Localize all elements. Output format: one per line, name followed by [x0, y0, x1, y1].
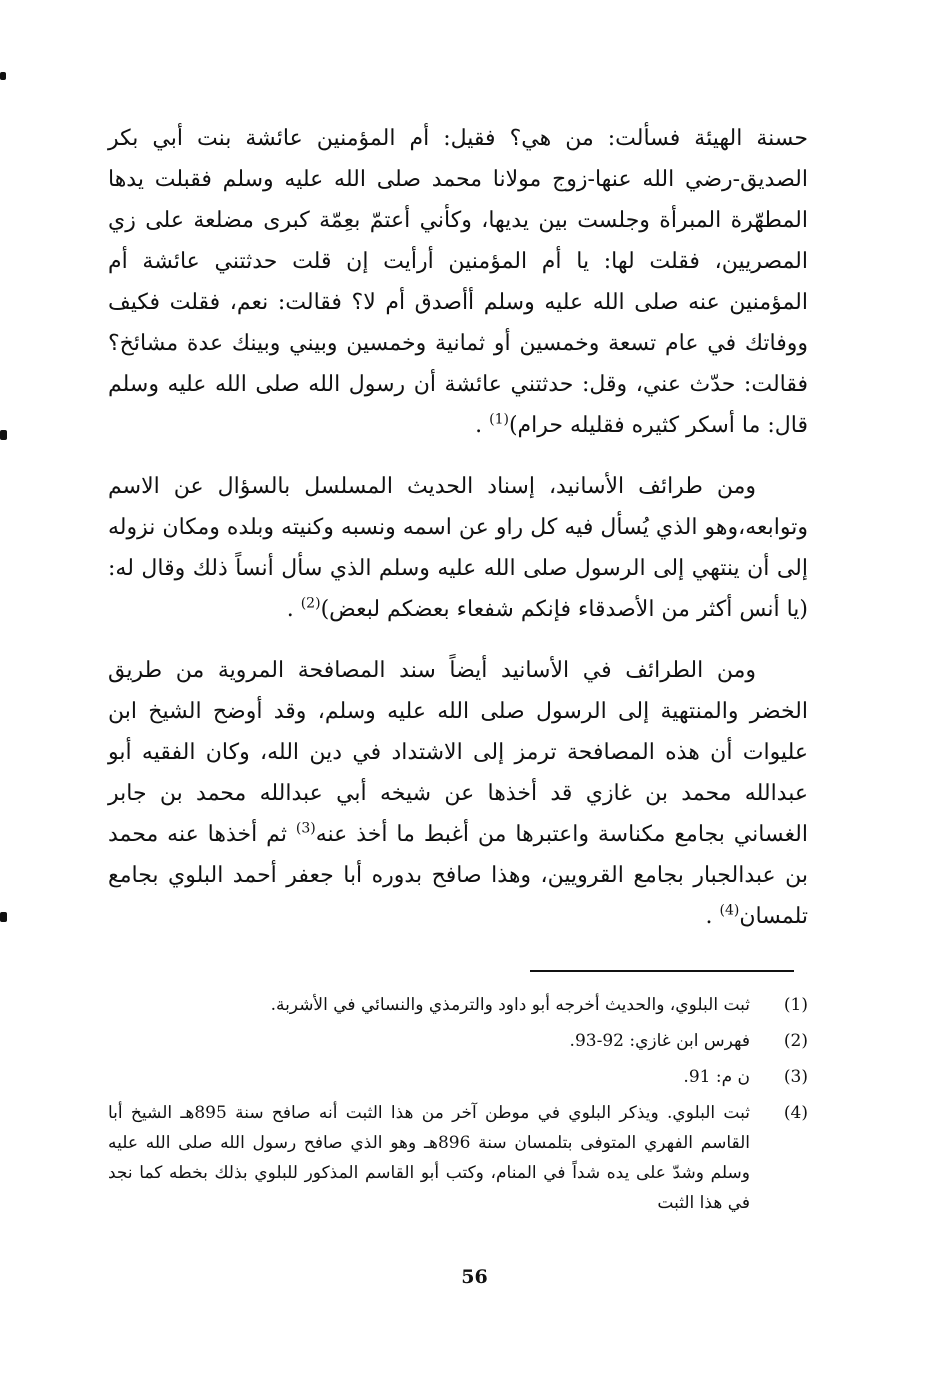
paragraph-1-text: حسنة الهيئة فسألت: من هي؟ فقيل: أم المؤمنين عائشة بنت أبي بكر الصديق-رضي الله عنها-زوج مولانا محمد صلى الله عليه وسلم فقبلت يدها المطهّرة المبرأة وجلست بين يديها، وكأني أعتمّ بعِمّة كبرى مضلعة على زي المصريين، فقلت لها: يا أم المؤمنين أرأيت إن قلت حدثتني عائشة أم المؤمنين عنه صلى الله عليه وسلم أأصدق أم لا؟ فقالت: نعم، فقلت فكيف ووفاتك في عام تسعة وخمسين أو ثمانية وخمسين وبيني وبينك عدة مشائخ؟ فقالت: حدّث عني، وقل: حدثتني عائشة أن رسول الله صلى الله عليه وسلم قال: ما أسكر كثيره فقليله حرام) — [108, 126, 808, 438]
footnote-text: ن م: 91. — [683, 1067, 750, 1087]
paragraph-3-end: . — [705, 904, 720, 929]
page-number: 56 — [461, 1266, 488, 1288]
paragraph-2 — [108, 466, 808, 630]
footnote-number: (3) — [783, 1067, 808, 1087]
scan-mark — [0, 912, 7, 922]
footnote-1 — [108, 990, 808, 1020]
paragraph-3 — [108, 650, 808, 937]
paragraph-3-text-after: ثم أخذها عنه محمد بن عبدالجبار بجامع القرويين، وهذا صافح بدوره أبا جعفر أحمد البلوي بجامع تلمسان — [108, 822, 808, 929]
footnote-ref-2: (2) — [300, 595, 321, 612]
paragraph-2-end: . — [286, 597, 301, 622]
footnote-text: فهرس ابن غازي: 92-93. — [569, 1031, 750, 1051]
paragraph-1 — [108, 118, 808, 446]
footnotes — [108, 990, 808, 1224]
footnote-text: ثبت البلوي، والحديث أخرجه أبو داود والترمذي والنسائي في الأشربة. — [270, 995, 750, 1015]
footnote-ref-1: (1) — [489, 411, 509, 428]
footnote-ref-4: (4) — [719, 902, 740, 919]
paragraph-2-text: ومن طرائف الأسانيد، إسناد الحديث المسلسل بالسؤال عن الاسم وتوابعه،وهو الذي يُسأل فيه كل راو عن اسمه ونسبه وكنيته وبلده ومكان نزوله إلى أن ينتهي إلى الرسول صلى الله عليه وسلم الذي سأل أنساً ذلك وقال له: (يا أنس أكثر من الأصدقاء فإنكم شفعاء بعضكم لبعض) — [108, 474, 808, 622]
footnote-number: (2) — [783, 1031, 808, 1051]
scan-mark — [0, 430, 7, 440]
paragraph-1-end: . — [475, 413, 490, 438]
scan-mark — [0, 72, 6, 80]
main-text — [108, 118, 808, 937]
footnote-ref-3: (3) — [295, 820, 316, 837]
footnote-3 — [108, 1062, 808, 1092]
footnote-number: (1) — [783, 995, 808, 1015]
footnote-2 — [108, 1026, 808, 1056]
paragraph-3-text-before: ومن الطرائف في الأسانيد أيضاً سند المصافحة المروية من طريق الخضر والمنتهية إلى الرسول صلى الله عليه وسلم، وقد أوضح الشيخ ابن عليوات أن هذه المصافحة ترمز إلى الاشتداد في دين الله، وكان الفقيه أبو عبدالله محمد بن غازي قد أخذها عن شيخه أبي عبدالله محمد بن جابر الغساني بجامع مكناسة واعتبرها من أغبط ما أخذ عنه — [108, 658, 808, 847]
footnote-text: ثبت البلوي. ويذكر البلوي في موطن آخر من هذا الثبت أنه صافح سنة 895هـ الشيخ أبا القاسم الفهري المتوفى بتلمسان سنة 896هـ وهو الذي صافح رسول الله صلى الله عليه وسلم وشدّ على يده شداً في المنام، وكتب أبو القاسم المذكور للبلوي بذلك بخطه كما نجد في هذا الثبت — [108, 1103, 751, 1213]
footnote-number: (4) — [783, 1103, 808, 1123]
footnote-separator — [530, 970, 794, 972]
footnote-4 — [108, 1098, 808, 1218]
